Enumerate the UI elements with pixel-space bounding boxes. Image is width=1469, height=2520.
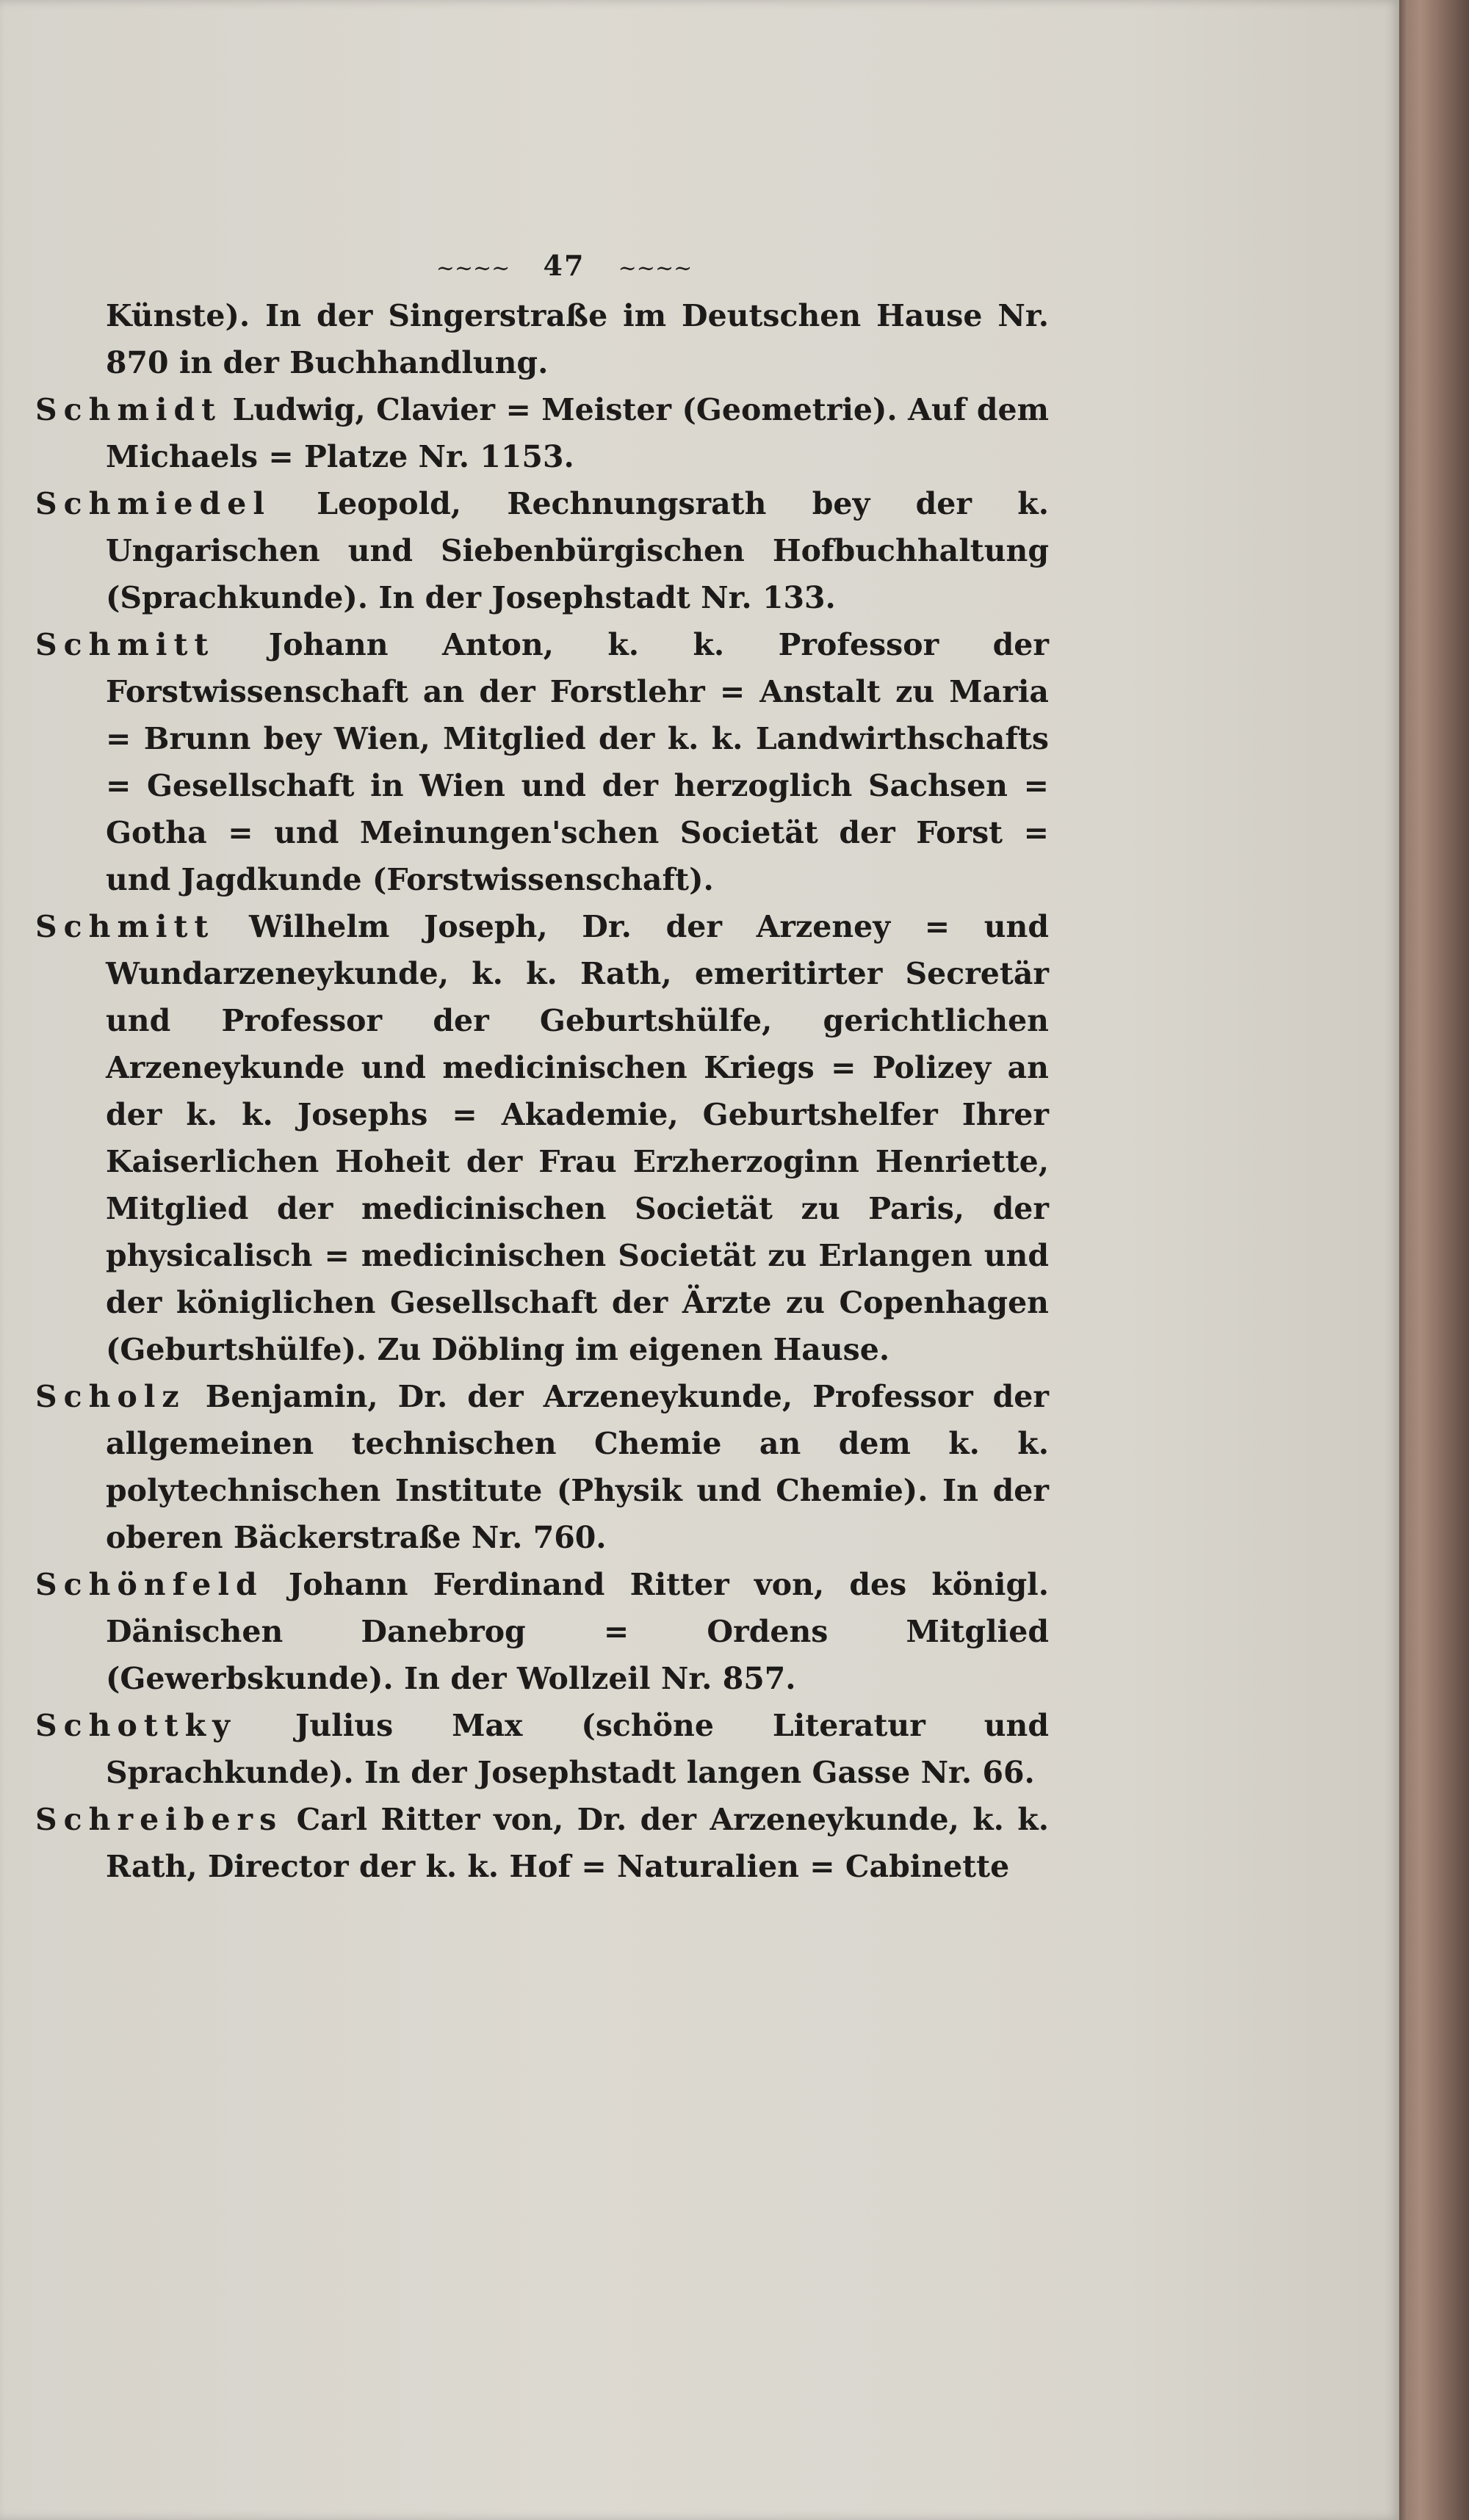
entry-text: Wilhelm Joseph, Dr. der Arzeney = und Wundarzeneykunde, k. k. Rath, emeritirter Secretär und Professor der Geburtshülfe, gerichtlichen Arzeneykunde und medicinischen Kriegs = Polizey an der k. k. Josephs = Akademie, Geburtshelfer Ihrer Kaiserlichen Hoheit der Frau Erzherzoginn Henriette, Mitglied der medicinischen Societät zu Paris, der physicalisch = medicinischen Societät zu Erlangen und der königlichen Gesellschaft der Ärzte zu Copenhagen (Geburtshülfe). Zu Döbling im eigenen Hause.: [106, 908, 1049, 1367]
directory-entry: [35, 621, 1049, 903]
directory-entry: [35, 1373, 1049, 1561]
directory-entry: [35, 480, 1049, 621]
directory-entry: [35, 386, 1049, 480]
entry-text: Benjamin, Dr. der Arzeneykunde, Professor der allgemeinen technischen Chemie an dem k. k. polytechnischen Institute (Physik und Chemie). In der oberen Bäckerstraße Nr. 760.: [106, 1378, 1049, 1555]
entry-text: Künste). In der Singerstraße im Deutschen Hause Nr. 870 in der Buchhandlung.: [106, 297, 1049, 380]
entry-text: Leopold, Rechnungsrath bey der k. Ungarischen und Siebenbürgischen Hofbuchhaltung (Sprachkunde). In der Josephstadt Nr. 133.: [106, 485, 1049, 615]
book-page-edge: [1399, 0, 1469, 2520]
directory-entry: [35, 1561, 1049, 1702]
entry-surname: Schmitt: [35, 908, 215, 944]
entry-surname: Scholz: [35, 1378, 186, 1414]
entry-surname: Schönfeld: [35, 1566, 264, 1602]
entry-text: Johann Ferdinand Ritter von, des königl. Dänischen Danebrog = Ordens Mitglied (Gewerbskunde). In der Wollzeil Nr. 857.: [106, 1566, 1049, 1696]
entry-text: Johann Anton, k. k. Professor der Forstwissenschaft an der Forstlehr = Anstalt zu Maria = Brunn bey Wien, Mitglied der k. k. Landwirthschafts = Gesellschaft in Wien und der herzoglich Sachsen = Gotha = und Meinungen'schen Societät der Forst = und Jagdkunde (Forstwissenschaft).: [106, 626, 1049, 897]
page-number: 47: [543, 249, 585, 282]
ornament-left: ~~~~: [436, 255, 510, 281]
entry-surname: Schmitt: [35, 626, 215, 662]
ornament-right: ~~~~: [618, 255, 693, 281]
continuation-text: [35, 292, 1049, 386]
entry-text: Julius Max (schöne Literatur und Sprachkunde). In der Josephstadt langen Gasse Nr. 66.: [106, 1707, 1050, 1790]
entry-text: Ludwig, Clavier = Meister (Geometrie). Auf dem Michaels = Platze Nr. 1153.: [106, 391, 1049, 474]
entry-text: Carl Ritter von, Dr. der Arzeneykunde, k. k. Rath, Director der k. k. Hof = Naturalien = Cabinette: [106, 1801, 1049, 1884]
page-header: [79, 242, 1049, 292]
entry-surname: Schreibers: [35, 1801, 284, 1837]
directory-entry: [35, 1702, 1049, 1796]
directory-entry: [35, 1796, 1049, 1890]
entry-surname: Schmiedel: [35, 485, 271, 521]
entry-surname: Schmidt: [35, 391, 223, 427]
entry-surname: Schottky: [35, 1707, 237, 1743]
page-text-block: [35, 242, 1049, 1890]
directory-entry: [35, 903, 1049, 1373]
